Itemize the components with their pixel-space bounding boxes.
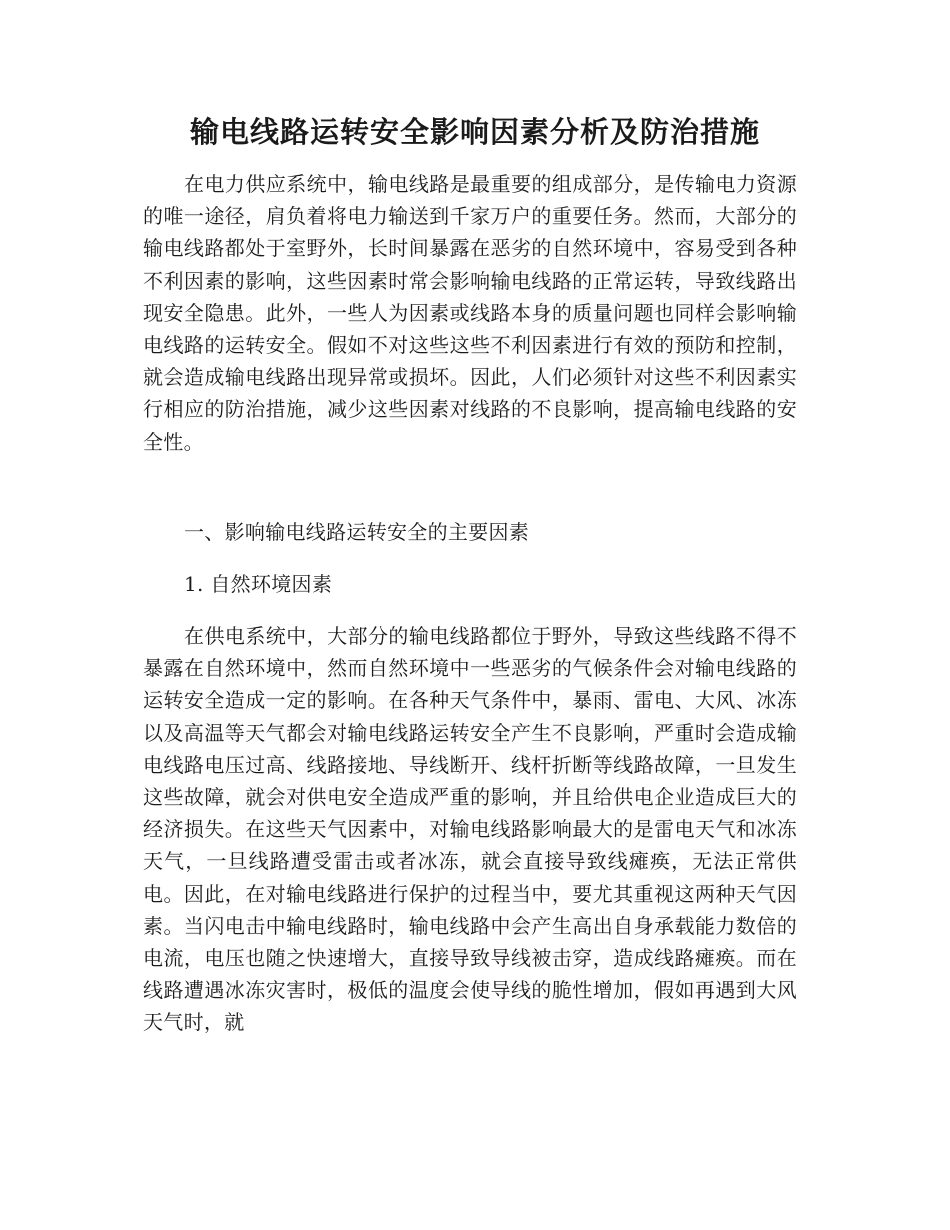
document-title: 输电线路运转安全影响因素分析及防治措施 — [189, 115, 760, 149]
natural-environment-paragraph: 在供电系统中，大部分的输电线路都位于野外，导致这些线路不得不暴露在自然环境中，然而自然环境中一些恶劣的气候条件会对输电线路的运转安全造成一定的影响。在各种天气条件中，暴雨、雷电、大风、冰冻以及高温等天气都会对输电线路运转安全产生不良影响，严重时会造成输电线路电压过高、线路接地、导线断开、线杆折断等线路故障，一旦发生这些故障，就会对供电安全造成严重的影响，并且给供电企业造成巨大的经济损失。在这些天气因素中，对输电线路影响最大的是雷电天气和冰冻天气，一旦线路遭受雷击或者冰冻，就会直接导致线瘫痪，无法正常供电。因此，在对输电线路进行保护的过程当中，要尤其重视这两种天气因素。当闪电击中输电线路时，输电线路中会产生高出自身承载能力数倍的电流，电压也随之快速增大，直接导致导线被击穿，造成线路瘫痪。而在线路遭遇冰冻灾害时，极低的温度会使导线的脆性增加，假如再遇到大风天气时，就 — [143, 624, 797, 1035]
section-heading: 一、影响输电线路运转安全的主要因素 — [184, 520, 530, 544]
subsection-heading: 1. 自然环境因素 — [184, 572, 333, 596]
intro-paragraph: 在电力供应系统中，输电线路是最重要的组成部分，是传输电力资源的唯一途径，肩负着将电力输送到千家万户的重要任务。然而，大部分的输电线路都处于室野外，长时间暴露在恶劣的自然环境中，容易受到各种不利因素的影响，这些因素时常会影响输电线路的正常运转，导致线路出现安全隐患。此外，一些人为因素或线路本身的质量问题也同样会影响输电线路的运转安全。假如不对这些这些不利因素进行有效的预防和控制，就会造成输电线路出现异常或损坏。因此，人们必须针对这些不利因素实行相应的防治措施，减少这些因素对线路的不良影响，提高输电线路的安全性。 — [143, 172, 797, 454]
